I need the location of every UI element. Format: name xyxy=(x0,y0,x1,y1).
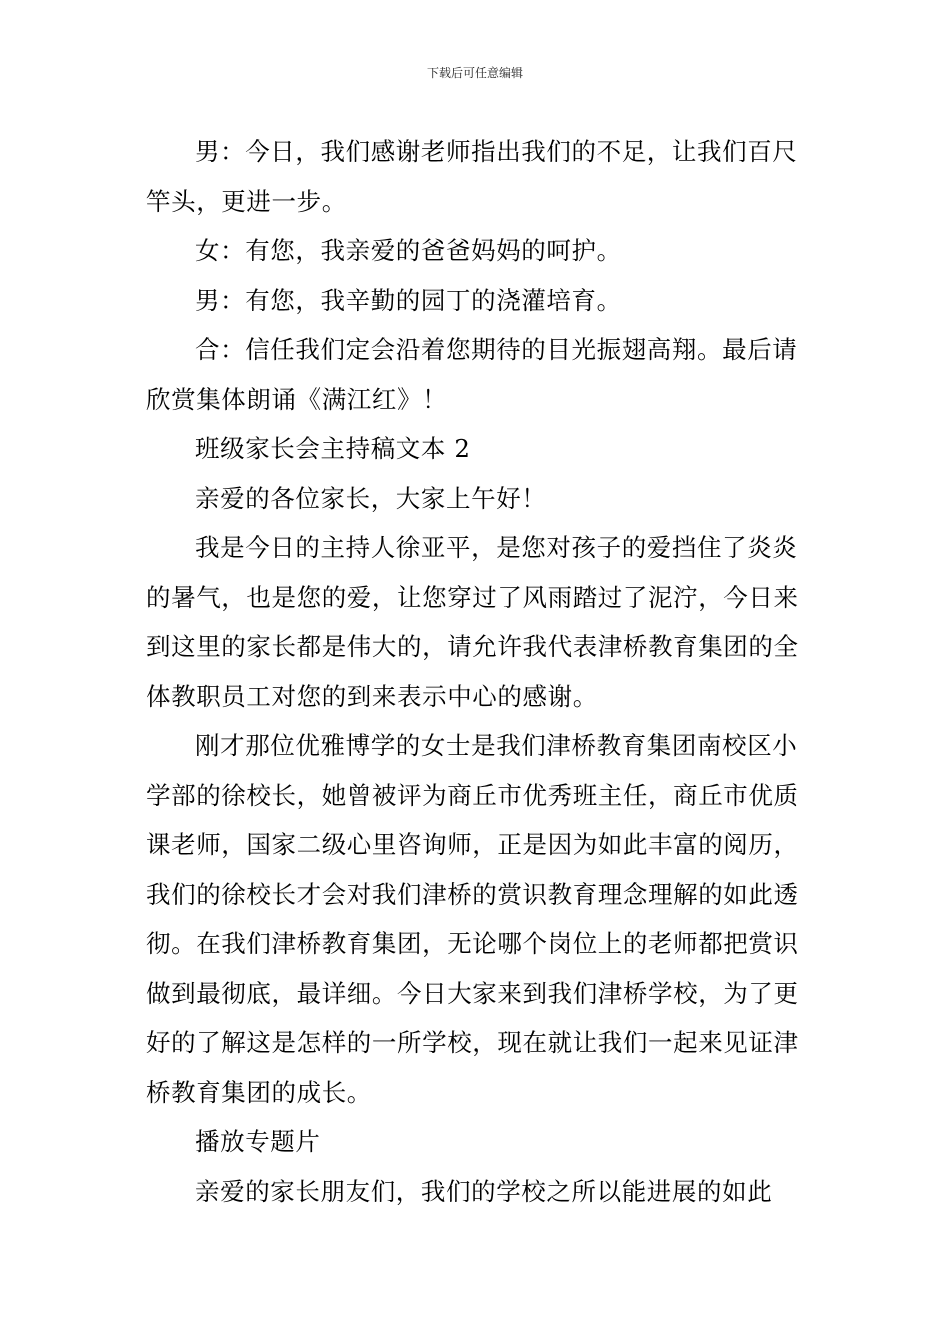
section-title: 班级家长会主持稿文本 2 xyxy=(195,434,471,463)
paragraph-play-video: 播放专题片 xyxy=(195,1127,321,1156)
paragraph-greeting: 亲爱的各位家长，大家上午好！ xyxy=(195,483,547,513)
document-body xyxy=(146,127,810,1216)
paragraph-dialogue-together: 合：信任我们定会沿着您期待的目光振翅高翔。最后请欣赏集体朗诵《满江红》！ xyxy=(146,335,798,414)
paragraph-dialogue-male-1: 男：今日，我们感谢老师指出我们的不足，让我们百尺竿头，更进一步。 xyxy=(146,137,798,216)
paragraph-host-intro: 我是今日的主持人徐亚平，是您对孩子的爱挡住了炎炎的暑气，也是您的爱，让您穿过了风雨踏过了泥泞，今日来到这里的家长都是伟大的，请允许我代表津桥教育集团的全体教职员工对您的到来表示中心的感谢。 xyxy=(146,533,799,711)
paragraph-dialogue-male-2: 男：有您，我辛勤的园丁的浇灌培育。 xyxy=(195,285,622,315)
page-header: 下载后可任意编辑 xyxy=(426,66,523,80)
paragraph-dialogue-female: 女：有您，我亲爱的爸爸妈妈的呵护。 xyxy=(195,236,622,265)
paragraph-principal-intro: 刚才那位优雅博学的女士是我们津桥教育集团南校区小学部的徐校长，她曾被评为商丘市优秀班主任，商丘市优质课老师，国家二级心里咨询师，正是因为如此丰富的阅历，我们的徐校长才会对我们津桥的赏识教育理念理解的如此透彻。在我们津桥教育集团，无论哪个岗位上的老师都把赏识做到最彻底，最详细。今日大家来到我们津桥学校，为了更好的了解这是怎样的一所学校，现在就让我们一起来见证津桥教育集团的成长。 xyxy=(146,731,799,1107)
paragraph-closing-start: 亲爱的家长朋友们，我们的学校之所以能进展的如此 xyxy=(195,1176,773,1206)
